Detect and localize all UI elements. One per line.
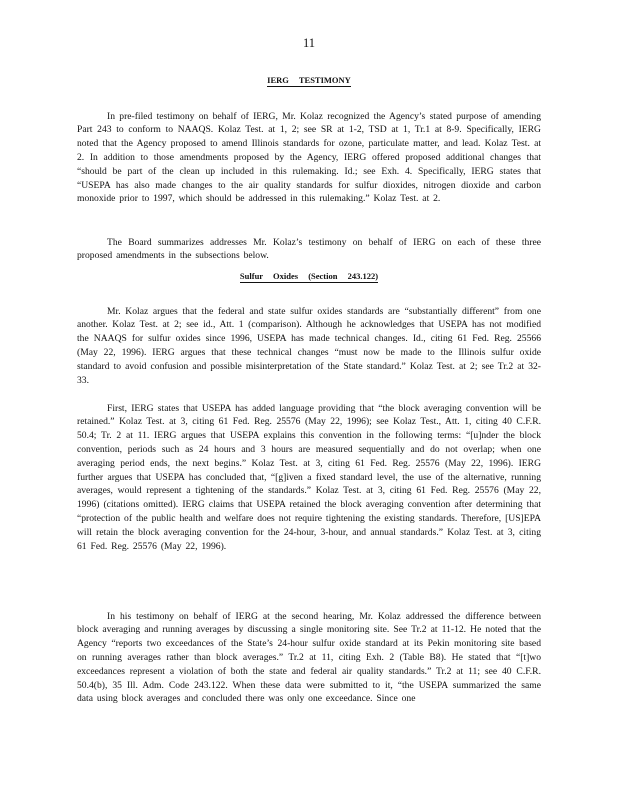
- page-number: 11: [302, 36, 316, 50]
- paragraph-block-averaging: First, IERG states that USEPA has added language providing that “the block averaging convention will be retained.” Kolaz Test. at 3, citing 61 Fed. Reg. 25576 (May 22, 1996); see Kolaz Test., Att. 1, citing 40 C.F.R. 50.4; Tr. 2 at 11. IERG argues that USEPA explains this convention in the following terms: “[u]nder the block convention, periods such as 24 hours and 3 hours are measured sequentially and do not overlap; when one averaging period ends, the next begins.” Kolaz Test. at 3, citing 61 Fed. Reg. 25576 (May 22, 1996). IERG further argues that USEPA has concluded that, “[g]iven a fixed standard level, the use of the alternative, running averages, would represent a tightening of the standards.” Kolaz Test. at 3, citing 61 Fed. Reg. 25576 (May 22, 1996) (citations omitted). IERG claims that USEPA retained the block averaging convention after determining that “protection of the public health and welfare does not require tightening the existing standards. Therefore, [US]EPA will retain the block averaging convention for the 24-hour, 3-hour, and annual standards.” Kolaz Test. at 3, citing 61 Fed. Reg. 25576 (May 22, 1996).: [77, 402, 541, 552]
- paragraph-second-hearing: In his testimony on behalf of IERG at the second hearing, Mr. Kolaz addressed the difference between block averaging and running averages by discussing a single monitoring site. See Tr.2 at 11-12. He noted that the Agency “reports two exceedances of the State’s 24-hour sulfur oxide standard at its Pekin monitoring site based on running averages rather than block averages.” Tr.2 at 11, citing Exh. 2 (Table B8). He stated that “[t]wo exceedances represent a violation of both the state and federal air quality standards.” Tr.2 at 11; see 40 C.F.R. 50.4(b), 35 Ill. Adm. Code 243.122. When these data were submitted to it, “the USEPA summarized the same data using block averages and concluded there was only one exceedance. Since one: [77, 610, 541, 705]
- paragraph-sulfur-argument: Mr. Kolaz argues that the federal and state sulfur oxides standards are “substantially different” from one another. Kolaz Test. at 2; see id., Att. 1 (comparison). Although he acknowledges that USEPA has not modified the NAAQS for sulfur oxides since 1996, USEPA has made technical changes. Id., citing 61 Fed. Reg. 25566 (May 22, 1996). IERG argues that these technical changes “must now be made to the Illinois sulfur oxide standard to avoid confusion and possible misinterpretation of the State standard.” Kolaz Test. at 2; see Tr.2 at 32-33.: [77, 305, 541, 386]
- section-heading: [0, 75, 618, 85]
- paragraph-summary: The Board summarizes addresses Mr. Kolaz’s testimony on behalf of IERG on each of these three proposed amendments in the subsections below.: [77, 236, 541, 262]
- paragraph-intro: In pre-filed testimony on behalf of IERG, Mr. Kolaz recognized the Agency’s stated purpose of amending Part 243 to conform to NAAQS. Kolaz Test. at 1, 2; see SR at 1-2, TSD at 1, Tr.1 at 8-9. Specifically, IERG noted that the Agency proposed to amend Illinois standards for ozone, particulate matter, and lead. Kolaz Test. at 2. In addition to those amendments proposed by the Agency, IERG offered proposed additional changes that “should be part of the clean up included in this rulemaking. Id.; see Exh. 4. Specifically, IERG states that “USEPA has also made changes to the air quality standards for sulfur dioxides, nitrogen dioxide and carbon monoxide prior to 1997, which should be addressed in this rulemaking.” Kolaz Test. at 2.: [77, 110, 541, 205]
- subsection-heading-text: Sulfur Oxides (Section 243.122): [239, 271, 379, 281]
- subsection-heading: [0, 271, 618, 281]
- section-heading-text: IERG TESTIMONY: [267, 75, 351, 85]
